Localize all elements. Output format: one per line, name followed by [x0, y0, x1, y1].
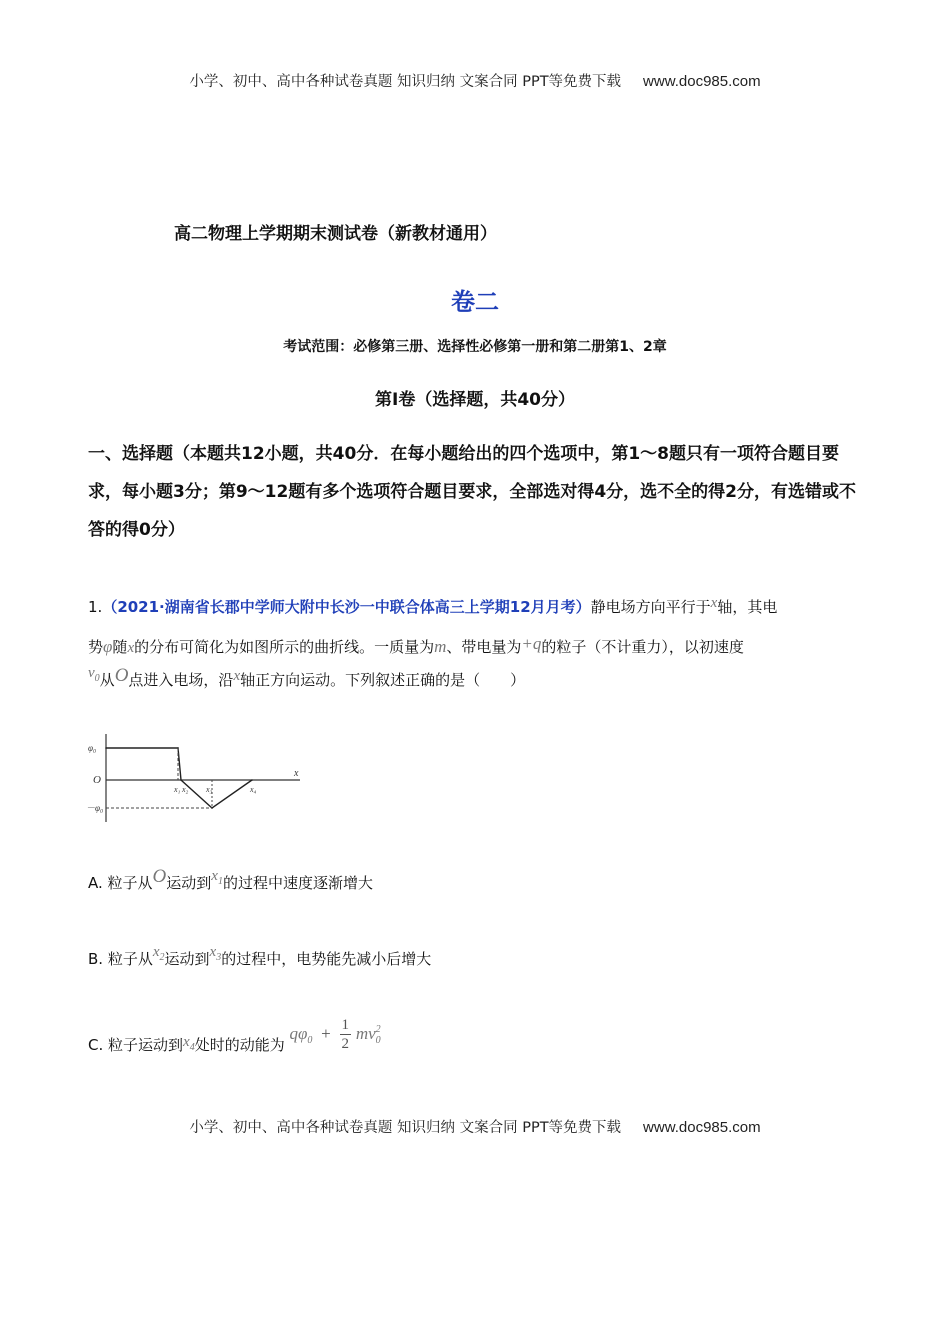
tick-label-origin: O	[93, 774, 101, 786]
data-point-x₄	[251, 779, 253, 781]
page-header	[0, 70, 950, 91]
q1-text: 、带电量为	[446, 638, 522, 656]
question-1-line-1	[88, 596, 777, 617]
symbol-x: x	[127, 640, 135, 656]
symbol-x: x	[152, 944, 160, 960]
symbol-x3	[209, 944, 222, 963]
formula-q-phi: qφ	[289, 1024, 308, 1043]
symbol-sub: 2	[159, 952, 165, 963]
option-a-text: A. 粒子从	[88, 874, 153, 892]
symbol-x4	[183, 1034, 195, 1053]
symbol-x2	[152, 944, 165, 963]
symbol-v-sub: 0	[94, 673, 100, 684]
symbol-x: x	[233, 668, 241, 684]
q1-text: 轴正方向运动。下列叙述正确的是（ ）	[240, 671, 526, 689]
option-c[interactable]	[88, 1018, 381, 1055]
formula-sub: 0	[307, 1035, 313, 1046]
exam-scope: 考试范围：必修第三册、选择性必修第一册和第二册第1、2章	[283, 339, 667, 355]
symbol-phi: φ	[103, 637, 113, 656]
tick-label-x3: x₃	[206, 785, 213, 794]
option-c-text: C. 粒子运动到	[88, 1036, 184, 1054]
symbol-x: x	[710, 595, 718, 611]
graph-svg	[86, 730, 316, 830]
kinetic-energy-formula	[289, 1016, 380, 1053]
option-b[interactable]	[88, 944, 432, 971]
data-point-O	[105, 747, 107, 749]
option-a[interactable]	[88, 866, 373, 895]
formula-mv: mv	[355, 1024, 376, 1043]
data-point-x₂	[180, 779, 182, 781]
option-b-text: 的过程中，电势能先减小后增大	[221, 950, 432, 968]
formula-fraction	[340, 1016, 352, 1053]
q1-text: 静电场方向平行于	[590, 598, 711, 616]
q1-text: 随	[112, 638, 128, 656]
symbol-sub: 1	[217, 876, 223, 887]
option-b-text: 运动到	[164, 950, 210, 968]
symbol-v0	[88, 665, 100, 684]
question-1-line-2	[88, 636, 744, 657]
symbol-q: +q	[521, 634, 542, 653]
question-number: 1.	[88, 598, 103, 616]
formula-sub-sup	[376, 1024, 381, 1046]
header-text: 小学、初中、高中各种试卷真题 知识归纳 文案合同 PPT等免费下载	[189, 74, 622, 90]
symbol-O: O	[152, 866, 167, 887]
question-1-line-3	[88, 665, 526, 692]
page-footer	[0, 1116, 950, 1137]
symbol-m: m	[434, 637, 447, 656]
option-b-text: B. 粒子从	[88, 950, 153, 968]
fraction-denominator: 2	[341, 1036, 350, 1052]
footer-url[interactable]: www.doc985.com	[643, 1119, 761, 1136]
q1-text: 点进入电场，沿	[128, 671, 234, 689]
doc-subtitle: 卷二	[451, 288, 499, 316]
symbol-x: x	[183, 1034, 190, 1050]
fraction-numerator: 1	[341, 1017, 350, 1033]
tick-label-neg-phi0: －φ₀	[86, 803, 104, 813]
q1-text: 的分布可简化为如图所示的曲折线。一质量为	[134, 638, 435, 656]
part-heading: 第Ⅰ卷（选择题，共40分）	[375, 390, 575, 410]
symbol-sub: 3	[216, 952, 222, 963]
tick-label-x4: x₄	[250, 785, 257, 794]
option-a-text: 的过程中速度逐渐增大	[222, 874, 373, 892]
q1-text: 轴，其电	[717, 598, 778, 616]
option-c-text: 处时的动能为	[194, 1036, 285, 1054]
axis-label-x: x	[294, 768, 299, 779]
tick-label-phi0: φ₀	[88, 743, 97, 753]
symbol-O: O	[114, 665, 129, 686]
tick-label-x1: x₁	[174, 785, 181, 794]
formula-sup: 2	[375, 1023, 381, 1035]
formula-sub: 0	[375, 1034, 381, 1046]
option-a-text: 运动到	[166, 874, 212, 892]
phi-curve	[106, 748, 252, 808]
formula-plus: +	[321, 1024, 331, 1043]
tick-label-x2: x₂	[182, 785, 189, 794]
symbol-x1	[211, 868, 223, 887]
doc-title: 高二物理上学期期末测试卷（新教材通用）	[174, 224, 497, 244]
footer-text: 小学、初中、高中各种试卷真题 知识归纳 文案合同 PPT等免费下载	[189, 1120, 622, 1136]
symbol-x: x	[209, 944, 217, 960]
q1-text: 势	[88, 638, 104, 656]
question-source: （2021·湖南省长郡中学师大附中长沙一中联合体高三上学期12月月考）	[102, 598, 591, 616]
section-instructions: 一、选择题（本题共12小题，共40分．在每小题给出的四个选项中，第1～8题只有一项符合题目要求，每小题3分；第9～12题有多个选项符合题目要求，全部选对得4分，选不全的得2分，有选错或不答的得0分）	[88, 444, 856, 540]
q1-text: 从	[99, 671, 115, 689]
symbol-v: v	[88, 665, 95, 681]
symbol-sub: 4	[189, 1042, 195, 1053]
header-url[interactable]: www.doc985.com	[643, 73, 761, 90]
symbol-x: x	[211, 868, 218, 884]
q1-text: 的粒子（不计重力），以初速度	[541, 638, 744, 656]
phi-x-graph	[86, 730, 316, 830]
